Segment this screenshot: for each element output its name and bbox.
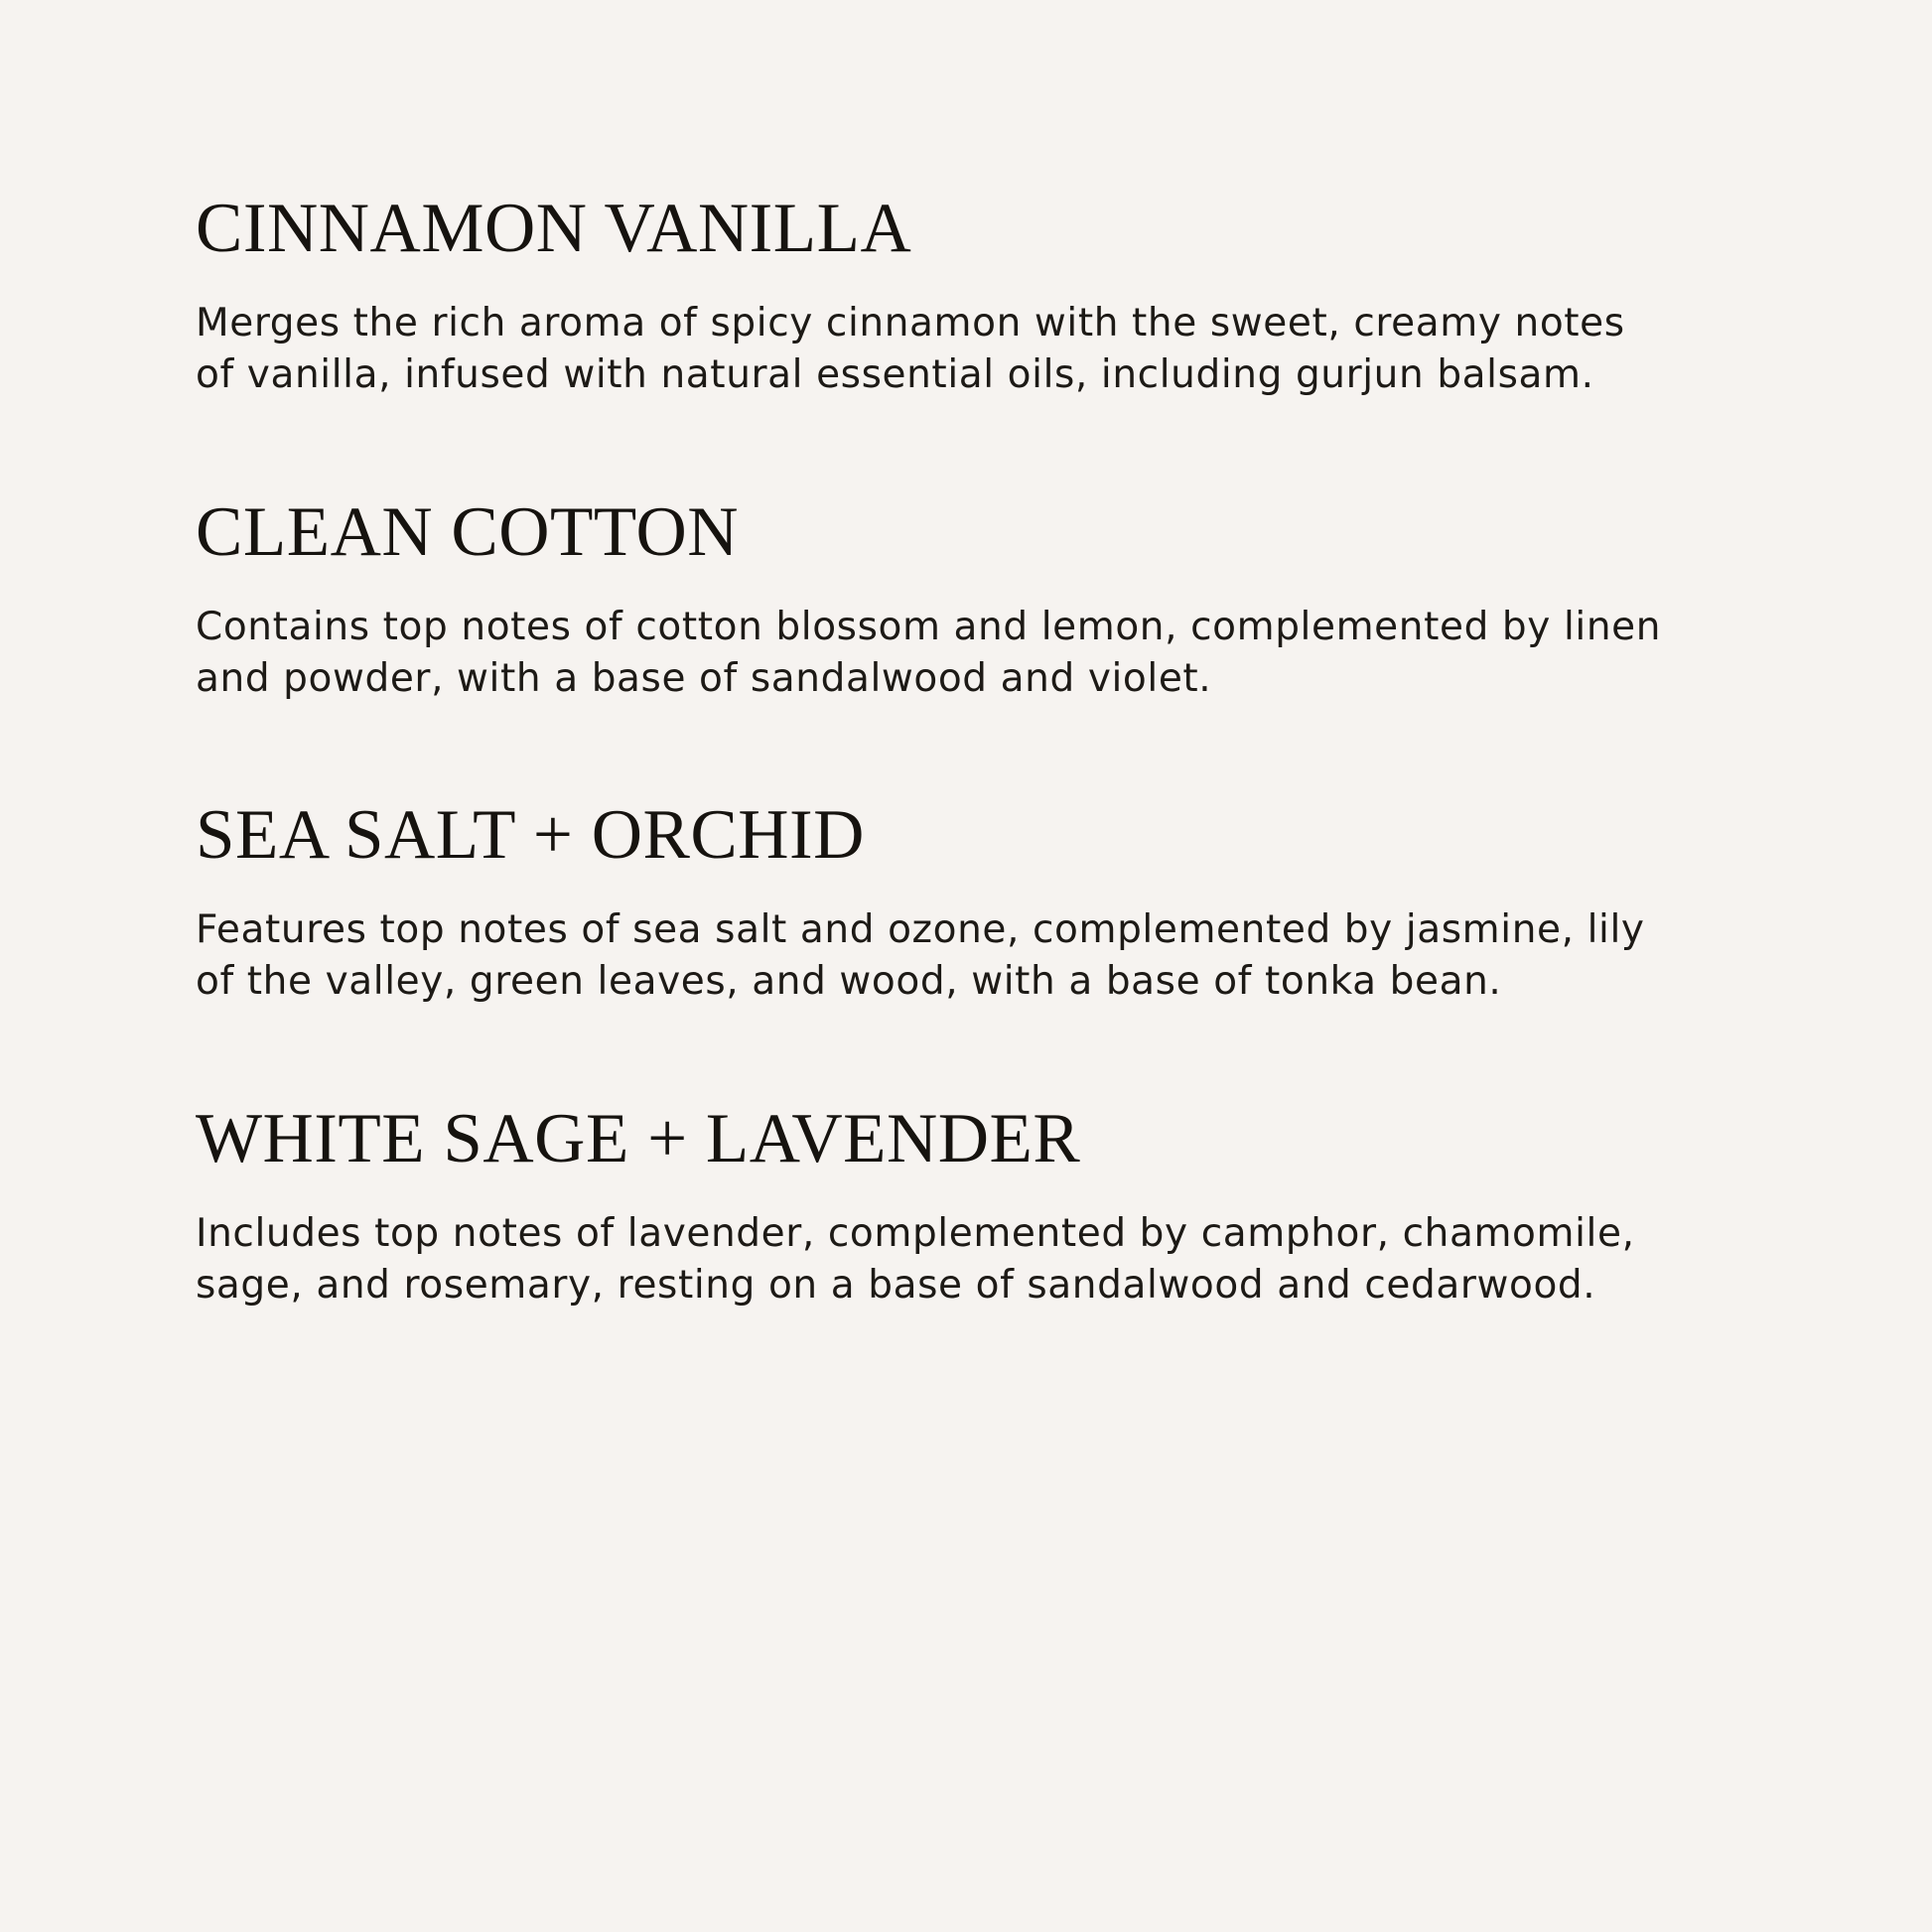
- scent-entry-clean-cotton: [196, 492, 1733, 706]
- scent-description: Includes top notes of lavender, complemented by camphor, chamomile, sage, and rosemary, resting on a base of sandalwood and cedarwood.: [196, 1210, 1635, 1308]
- scent-list: [196, 190, 1733, 1311]
- scent-title: WHITE SAGE + LAVENDER: [196, 1099, 1081, 1177]
- scent-entry-white-sage-lavender: [196, 1099, 1733, 1312]
- scent-title: CINNAMON VANILLA: [196, 190, 912, 267]
- scent-entry-cinnamon-vanilla: [196, 190, 1733, 402]
- scent-description: Merges the rich aroma of spicy cinnamon with the sweet, creamy notes of vanilla, infused with natural essential oils, including gurjun balsam.: [196, 301, 1625, 398]
- scent-title: SEA SALT + ORCHID: [196, 796, 865, 874]
- scent-description: Contains top notes of cotton blossom and lemon, complemented by linen and powder, with a base of sandalwood and violet.: [196, 604, 1662, 701]
- scent-description: Features top notes of sea salt and ozone, complemented by jasmine, lily of the valley, green leaves, and wood, with a base of tonka bean.: [196, 907, 1645, 1005]
- scent-entry-sea-salt-orchid: [196, 796, 1733, 1009]
- scent-title: CLEAN COTTON: [196, 492, 740, 571]
